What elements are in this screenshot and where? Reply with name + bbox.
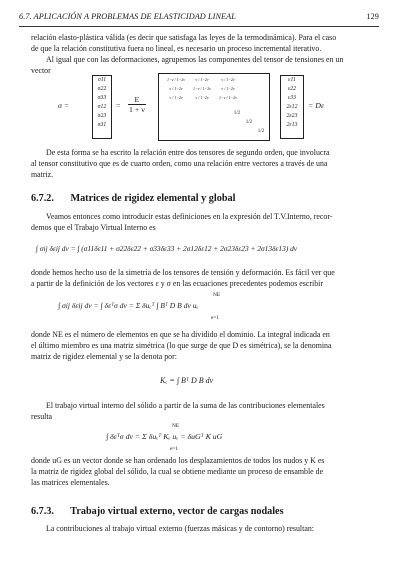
text-line: las matrices elementales. — [31, 477, 110, 487]
stress-component: σ11 — [97, 77, 107, 83]
matrix-cell-half: 1/2 — [233, 111, 241, 116]
stress-component: σ12 — [97, 104, 107, 110]
paragraph-element-stiffness — [31, 330, 373, 363]
strain-component: 2ε13 — [286, 122, 298, 128]
text-line: La contribuciones al trabajo virtual externo (fuerzas másicas y de contorno) resultan: — [46, 524, 314, 533]
sum-upper-limit: NE — [213, 292, 221, 298]
text-line: matriz. — [31, 169, 54, 179]
equation-element-stiffness: Kₑ = ∫ Bᵀ D B dv — [160, 376, 214, 385]
constitutive-equation — [58, 73, 358, 143]
section-number: 6.7.3. — [31, 506, 54, 517]
strain-component: ε33 — [287, 95, 297, 101]
matrix-cell: ν / 1−2ν — [195, 77, 209, 82]
text-line: la matriz de rigidez global del sólido, la cual se obtiene mediante un proceso de ensamble de — [31, 466, 324, 476]
page-number: 129 — [366, 12, 379, 21]
text-line: Veamos entonces como introducir estas definiciones en la expresión del T.V.Interno, recor- — [46, 212, 333, 221]
text-line: El trabajo virtual interno del sólido a partir de la suma de las contribuciones elementales — [46, 401, 325, 410]
stress-component: σ31 — [97, 122, 107, 128]
strain-component: 2ε12 — [286, 104, 298, 110]
paragraph-global-stiffness — [31, 456, 373, 489]
stress-vector — [92, 75, 112, 139]
text-line: donde uG es un vector donde se han ordenado los desplazamientos de todos los nudos y K es — [31, 456, 325, 465]
paragraph-constitutive-note — [31, 148, 373, 181]
equation-element-sum: ∫ σij δεij dv = ∫ δεᵀσ dv = Σ δuₑᵀ ∫ Bᵀ D B dv uₑ — [58, 301, 199, 310]
constitutive-rhs: = Dε — [308, 101, 324, 110]
text-line: de que la relación constitutiva fuera no lineal, es necesario un proceso incremental iterativo. — [31, 43, 322, 53]
stress-component: σ23 — [97, 113, 107, 119]
text-line: al tensor constitutivo que es de cuarto orden, como una relación entre vectores a través de una — [31, 158, 328, 168]
text-line: relación elasto-plástica válida (es decir que satisfaga las leyes de la termodinámica). Para el caso — [31, 33, 337, 42]
paragraph-stress-intro — [31, 33, 373, 77]
text-line: vector — [31, 65, 51, 75]
section-heading-rigidity — [31, 193, 235, 204]
elastic-factor — [128, 95, 146, 114]
stress-component: σ22 — [97, 86, 107, 92]
matrix-cell: ν / 1−2ν — [221, 77, 235, 82]
strain-vector — [280, 75, 304, 139]
strain-component: ε11 — [288, 77, 296, 83]
text-line: resulta — [31, 411, 53, 421]
running-header — [19, 12, 379, 27]
matrix-cell: 1−ν / 1−2ν — [218, 95, 238, 100]
paragraph-symmetry — [31, 268, 373, 290]
section-title: Matrices de rigidez elemental y global — [70, 193, 236, 204]
sum-lower-limit: e=1 — [211, 315, 220, 321]
section-number: 6.7.2. — [31, 193, 54, 204]
matrix-cell-half: 1/2 — [245, 120, 253, 125]
matrix-cell: ν / 1−2ν — [169, 86, 183, 91]
text-line: demos que el Trabajo Virtual Interno es — [31, 222, 156, 232]
equation-global-assembly: ∫ δεᵀσ dv = Σ δuₑᵀ Kₑ uₑ = δuGᵀ K uG — [106, 432, 223, 441]
matrix-cell-half: 1/2 — [257, 129, 265, 134]
matrix-cell: ν / 1−2ν — [169, 95, 183, 100]
text-line: De esta forma se ha escrito la relación entre dos tensores de segundo orden, que involucra — [46, 148, 330, 157]
text-line: matriz de rigidez elemental y se la denota por: — [31, 351, 177, 361]
text-line: Al igual que con las deformaciones, agrupemos las componentes del tensor de tensiones en un — [46, 54, 344, 64]
sum-lower-limit: e=1 — [170, 446, 179, 452]
text-line: donde NE es el número de elementos en que se ha dividido el dominio. La integral indicada en — [31, 330, 330, 339]
constitutive-matrix — [158, 73, 270, 141]
matrix-cell: 1−ν / 1−2ν — [166, 77, 186, 82]
equals-sign: = — [116, 101, 121, 110]
matrix-cell: 1−ν / 1−2ν — [192, 86, 212, 91]
stress-component: σ33 — [97, 95, 107, 101]
strain-component: 2ε23 — [286, 113, 298, 119]
text-line: donde hemos hecho uso de la simetría de los tensores de tensión y deformación. Es fácil ver que — [31, 268, 335, 277]
factor-numerator: E — [128, 95, 146, 105]
sigma-lhs: σ = — [58, 101, 70, 110]
factor-denominator: 1 + ν — [129, 105, 145, 114]
section-heading-external-work — [31, 506, 284, 517]
paragraph-external-work — [31, 524, 373, 535]
matrix-cell: ν / 1−2ν — [195, 95, 209, 100]
sum-upper-limit: NE — [172, 423, 180, 429]
header-section-title: 6.7. APLICACIÓN A PROBLEMAS DE ELASTICIDAD LINEAL — [19, 12, 236, 21]
equation-internal-virtual-work: ∫ σij δεij dv = ∫ (σ11δε11 + σ22δε22 + σ33δε33 + 2σ12δε12 + 2σ23δε23 + 2σ13δε13) dv — [36, 244, 298, 253]
text-line: a partir de la definición de los vectores ε y σ en las ecuaciones precedentes podemos escribir — [31, 278, 323, 288]
matrix-cell: ν / 1−2ν — [221, 86, 235, 91]
paragraph-total-work — [31, 401, 373, 423]
section-title: Trabajo virtual externo, vector de cargas nodales — [70, 506, 284, 517]
paragraph-tvi-intro — [31, 212, 373, 234]
text-line: el último miembro es una matriz simétrica (lo que surge de que D es simétrica), se la denomina — [31, 340, 332, 350]
strain-component: ε22 — [287, 86, 297, 92]
